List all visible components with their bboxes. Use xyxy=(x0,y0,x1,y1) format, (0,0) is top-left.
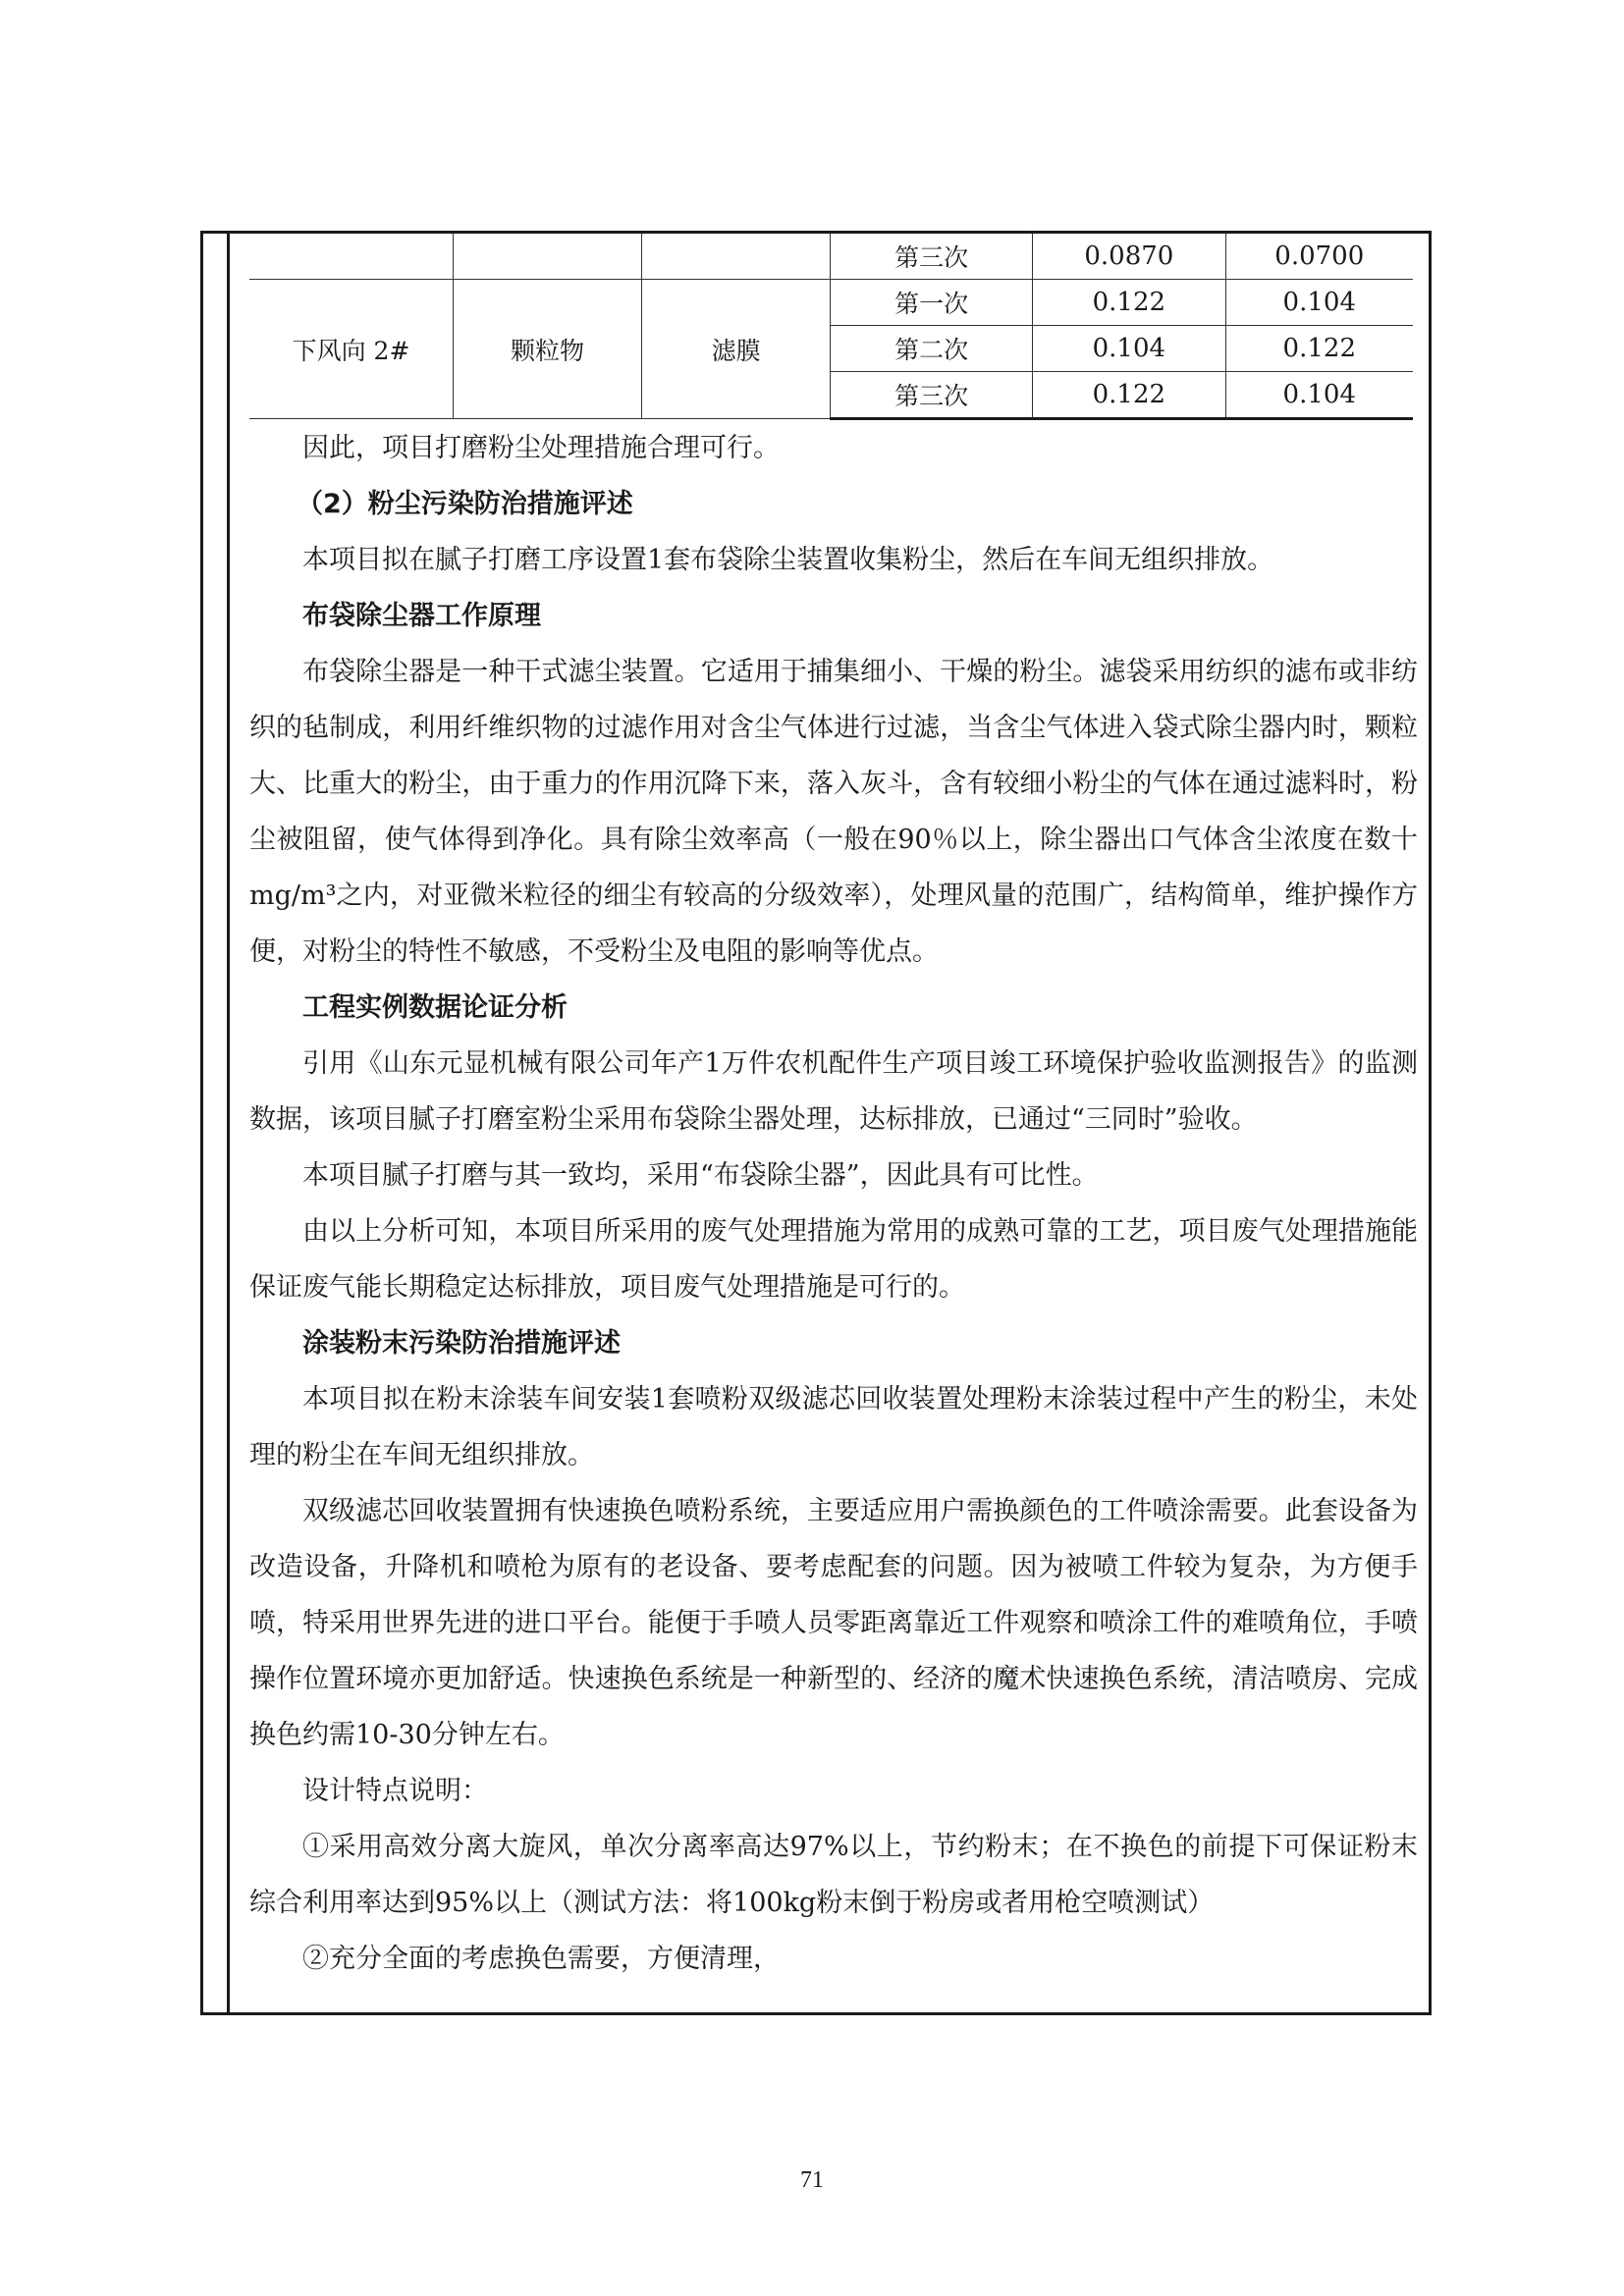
paragraph-case-1: 引用《山东元显机械有限公司年产1万件农机配件生产项目竣工环境保护验收监测报告》的监测数据，该项目腻子打磨室粉尘采用布袋除尘器处理，达标排放，已通过“三同时”验收。 xyxy=(249,1048,1418,1135)
monitoring-table xyxy=(249,234,1413,420)
table-cell: 下风向 2# xyxy=(249,280,454,419)
table-cell: 0.122 xyxy=(1033,280,1225,326)
table-cell: 0.104 xyxy=(1225,280,1413,326)
table-cell: 0.104 xyxy=(1225,372,1413,419)
paragraph-design-title: 设计特点说明： xyxy=(302,1776,488,1806)
heading-dust-evaluation: （2）粉尘污染防治措施评述 xyxy=(297,489,633,519)
table-row xyxy=(249,234,1413,280)
page-content xyxy=(249,234,1418,1987)
paragraph-dust-plan: 本项目拟在腻子打磨工序设置1套布袋除尘装置收集粉尘，然后在车间无组织排放。 xyxy=(302,545,1274,575)
heading-bag-principle: 布袋除尘器工作原理 xyxy=(302,601,541,631)
paragraph-conclusion: 因此，项目打磨粉尘处理措施合理可行。 xyxy=(302,433,780,463)
table-cell: 第一次 xyxy=(831,280,1033,326)
paragraph-coating-2: 双级滤芯回收装置拥有快速换色喷粉系统，主要适应用户需换颜色的工件喷涂需要。此套设备为改造设备，升降机和喷枪为原有的老设备、要考虑配套的问题。因为被喷工件较为复杂，为方便手喷，特采用世界先进的进口平台。能便于手喷人员零距离靠近工件观察和喷涂工件的难喷角位，手喷操作位置环境亦更加舒适。快速换色系统是一种新型的、经济的魔术快速换色系统，清洁喷房、完成换色约需10-30分钟左右。 xyxy=(249,1496,1418,1750)
paragraph-design-1: ①采用高效分离大旋风，单次分离率高达97%以上，节约粉末；在不换色的前提下可保证粉末综合利用率达到95%以上（测试方法：将100kg粉末倒于粉房或者用枪空喷测试） xyxy=(249,1832,1418,1918)
table-row xyxy=(249,280,1413,326)
paragraph-case-3: 由以上分析可知，本项目所采用的废气处理措施为常用的成熟可靠的工艺，项目废气处理措施能保证废气能长期稳定达标排放，项目废气处理措施是可行的。 xyxy=(249,1216,1418,1303)
table-cell: 第三次 xyxy=(831,372,1033,419)
page-number: 71 xyxy=(800,2167,824,2193)
heading-case-analysis: 工程实例数据论证分析 xyxy=(302,992,568,1023)
paragraph-design-2: ②充分全面的考虑换色需要，方便清理， xyxy=(302,1944,780,1974)
table-cell: 0.0700 xyxy=(1225,234,1413,280)
table-cell: 0.0870 xyxy=(1033,234,1225,280)
table-cell: 0.122 xyxy=(1033,372,1225,419)
table-cell xyxy=(249,234,454,280)
table-cell xyxy=(454,234,642,280)
table-cell: 颗粒物 xyxy=(454,280,642,419)
table-cell xyxy=(642,234,831,280)
paragraph-coating-1: 本项目拟在粉末涂装车间安装1套喷粉双级滤芯回收装置处理粉末涂装过程中产生的粉尘，未处理的粉尘在车间无组织排放。 xyxy=(249,1384,1418,1470)
frame-margin-line xyxy=(227,231,230,2015)
paragraph-case-2: 本项目腻子打磨与其一致均，采用“布袋除尘器”，因此具有可比性。 xyxy=(302,1160,1099,1191)
table-cell: 第二次 xyxy=(831,326,1033,372)
table-cell: 第三次 xyxy=(831,234,1033,280)
table-cell: 滤膜 xyxy=(642,280,831,419)
paragraph-bag-principle: 布袋除尘器是一种干式滤尘装置。它适用于捕集细小、干燥的粉尘。滤袋采用纺织的滤布或非纺织的毡制成，利用纤维织物的过滤作用对含尘气体进行过滤，当含尘气体进入袋式除尘器内时，颗粒大、比重大的粉尘，由于重力的作用沉降下来，落入灰斗，含有较细小粉尘的气体在通过滤料时，粉尘被阻留，使气体得到净化。具有除尘效率高（一般在90％以上，除尘器出口气体含尘浓度在数十mg/m³之内，对亚微米粒径的细尘有较高的分级效率），处理风量的范围广，结构简单，维护操作方便，对粉尘的特性不敏感，不受粉尘及电阻的影响等优点。 xyxy=(249,657,1418,967)
table-cell: 0.122 xyxy=(1225,326,1413,372)
heading-coating: 涂装粉末污染防治措施评述 xyxy=(302,1328,621,1359)
table-cell: 0.104 xyxy=(1033,326,1225,372)
